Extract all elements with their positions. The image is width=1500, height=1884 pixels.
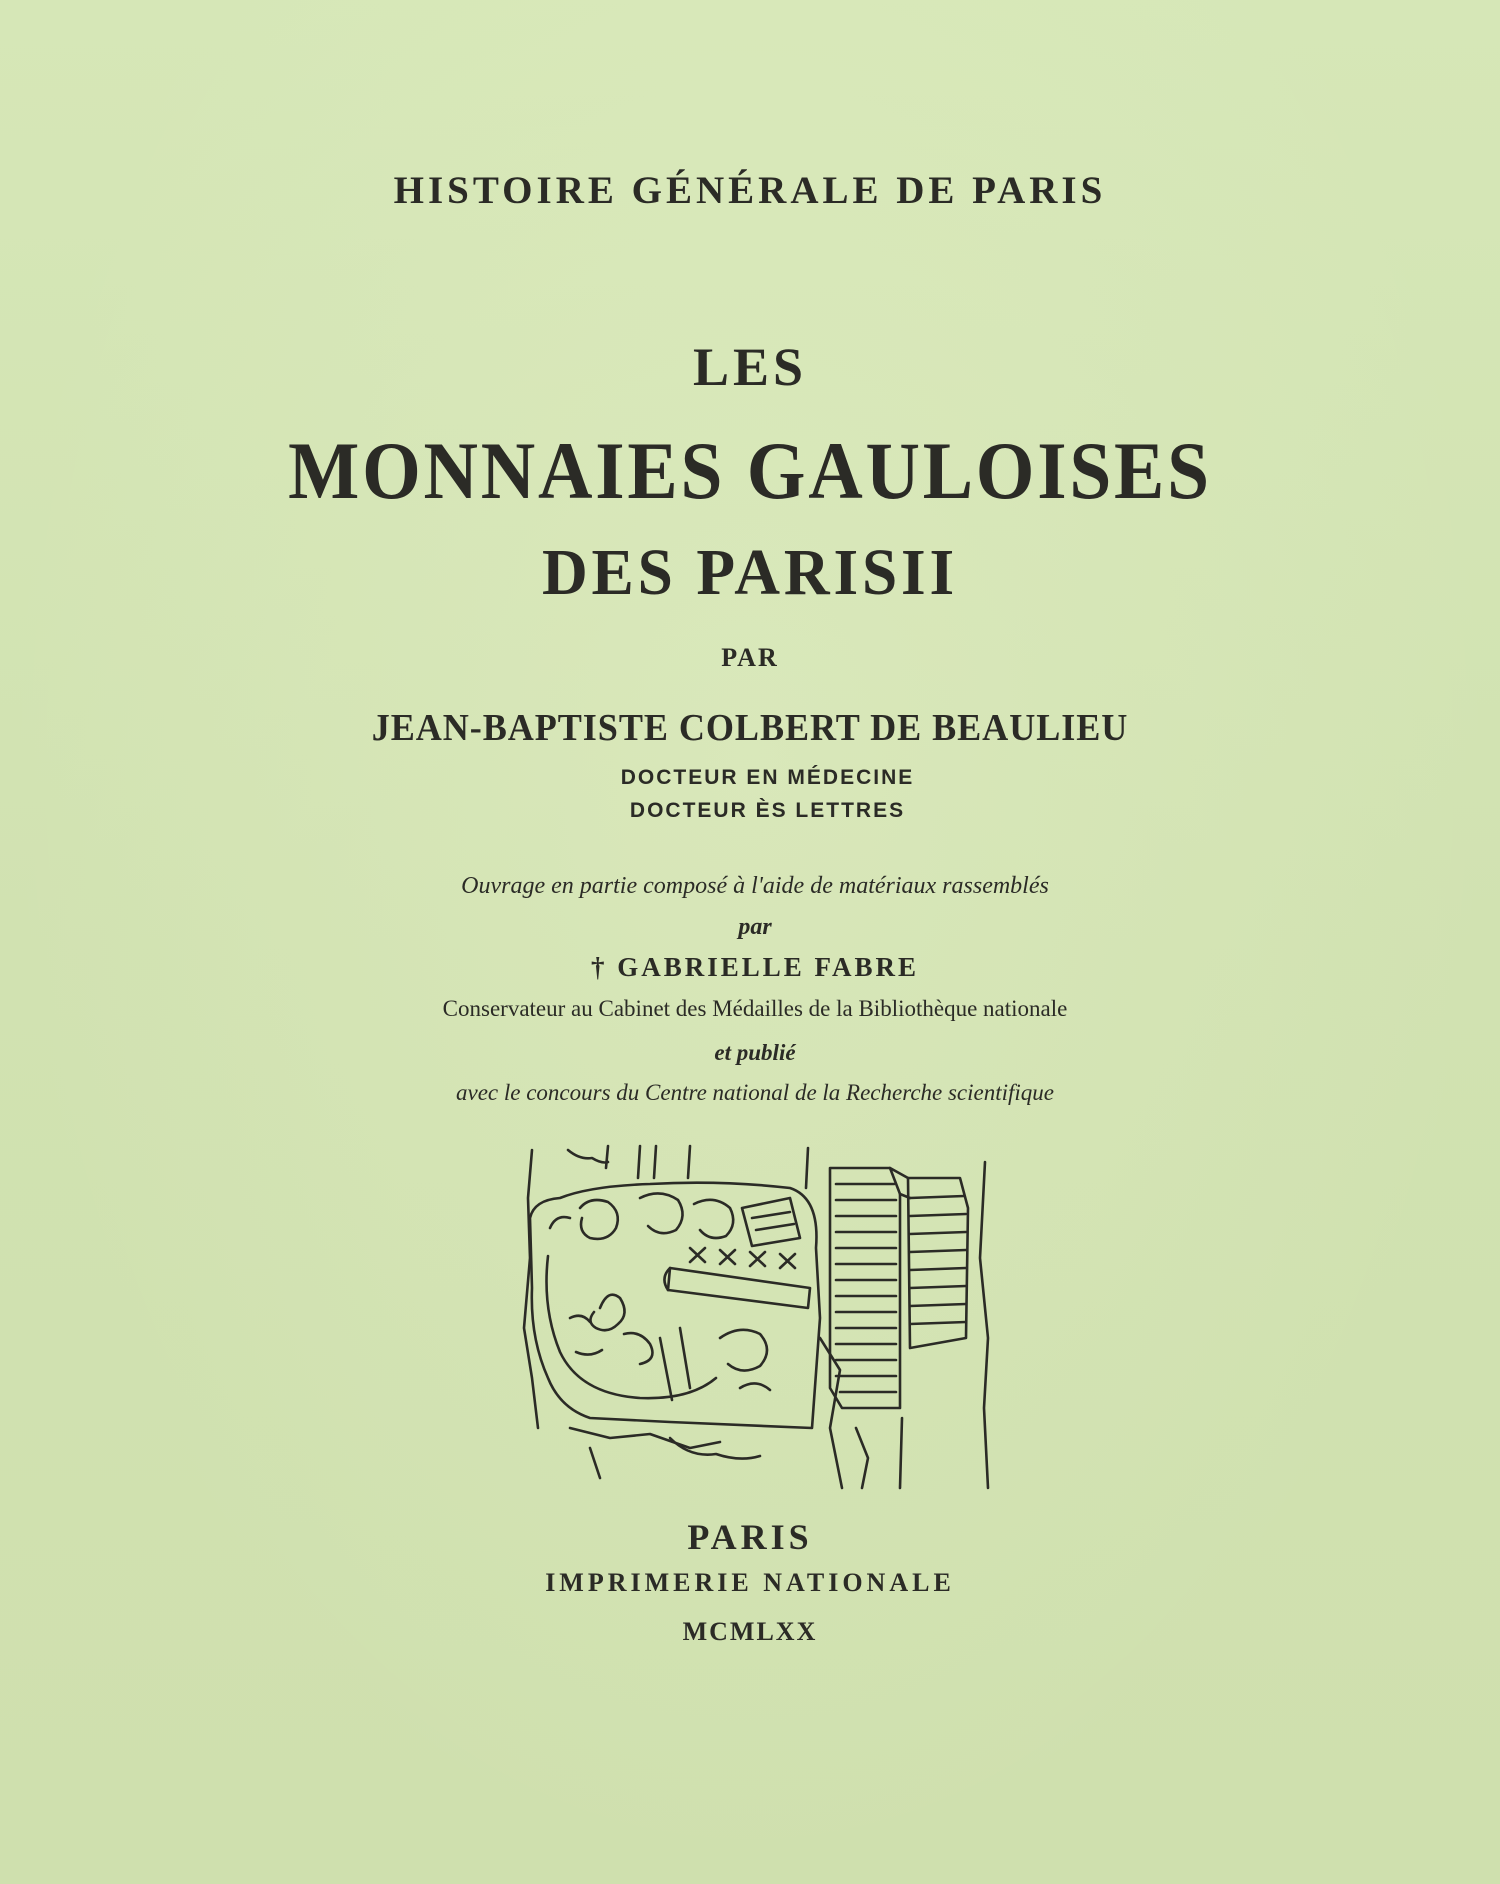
imprint-year: MCMLXX [682,1617,818,1646]
credit-by: par [738,914,772,940]
published-label: et publié [714,1040,796,1065]
imprint-publisher: IMPRIMERIE NATIONALE [545,1568,955,1597]
title-line-1: LES [692,337,808,397]
contributor-name: † GABRIELLE FABRE [590,952,920,982]
contributor-role: Conservateur au Cabinet des Médailles de la Bibliothèque nationale [442,996,1068,1021]
support-line: avec le concours du Centre national de la Recherche scientifique [455,1080,1055,1105]
title-line-3: DES PARISII [541,536,959,609]
title-line-2: MONNAIES GAULOISES [288,425,1212,516]
imprint-place: PARIS [687,1517,813,1557]
carved-stone-block-drawing-icon [490,1138,1000,1498]
series-title: HISTOIRE GÉNÉRALE DE PARIS [393,169,1107,212]
credit-intro: Ouvrage en partie composé à l'aide de matériaux rassemblés [461,873,1049,899]
author-name: JEAN-BAPTISTE COLBERT DE BEAULIEU [371,707,1129,749]
author-degree-medicine: DOCTEUR EN MÉDECINE [620,766,915,789]
by-label: PAR [721,643,779,672]
author-degree-letters: DOCTEUR ÈS LETTRES [629,799,906,822]
